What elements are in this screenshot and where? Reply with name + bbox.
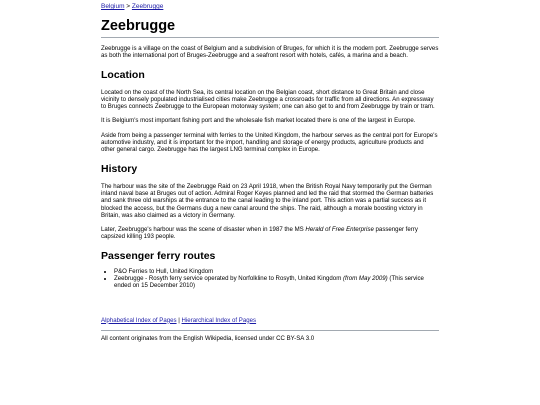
ferry-route-2-note: (This service ended on 15 December 2010) [114, 275, 424, 290]
license-footer: All content originates from the English Wikipedia, licensed under CC BY-SA 3.0 [101, 334, 315, 342]
intro-paragraph: Zeebrugge is a village on the coast of Belgium and a subdivision of Bruges, for which it is the modern port. Zeebrugge serves as both the international port of Bruges-Zeebrugge and a seafront resort with hotels, cafés, a marina and a beach. [101, 45, 439, 60]
list-item [114, 275, 439, 290]
history-paragraph-2 [101, 226, 439, 241]
ferry-route-list [101, 268, 439, 290]
list-item: • P&O Ferries to Hull, United Kingdom [114, 268, 439, 275]
alphabetical-index-link[interactable]: Alphabetical Index of Pages [101, 316, 177, 324]
history-paragraph-2-end: passenger ferry capsized killing 193 people. [101, 226, 418, 241]
history-paragraph-2-start: Later, Zeebrugge's harbour was the scene of disaster when in 1987 the MS [101, 226, 306, 234]
location-paragraph-1: Located on the coast of the North Sea, its central location on the Belgian coast, short distance to Great Britain and close vicinity to densely populated industrialised cities make Zeebrugge a crossroads for traffic from all directions. An expressway to Bruges connects Zeebrugge to the European motorway system; one can also get to and from Zeebrugge by train or tram. [101, 88, 435, 111]
breadcrumb [101, 3, 439, 11]
breadcrumb-link-zeebrugge[interactable]: Zeebrugge [131, 3, 164, 10]
article-page [101, 0, 439, 343]
hierarchical-index-link[interactable]: Hierarchical Index of Pages [181, 316, 257, 324]
ferry-route-2-date: (from May 2009) [342, 275, 388, 283]
location-paragraph-3: Aside from being a passenger terminal with ferries to the United Kingdom, the harbour serves as the central port for Europe's automotive industry, and it is important for the import, handling and storage of energy products, agriculture products and other general cargo. Zeebrugge has the largest LNG terminal complex in Europe. [101, 131, 438, 154]
breadcrumb-separator: > [124, 3, 132, 10]
section-heading-ferry-routes: Passenger ferry routes [101, 249, 216, 262]
index-links [101, 317, 439, 325]
section-heading-history: History [101, 162, 138, 175]
section-heading-location: Location [101, 68, 145, 81]
page-title: Zeebrugge [101, 18, 439, 38]
breadcrumb-link-belgium[interactable]: Belgium [101, 3, 125, 10]
history-paragraph-1: The harbour was the site of the Zeebrugge Raid on 23 April 1918, when the British Royal Navy temporarily put the German inland naval base at Bruges out of action. Admiral Roger Keyes planned and led the raid that stormed the German batteries and sank three old warships at the entrance to the canal leading to the inland port. This action was a partial success as it blocked the access, but the Germans dug a new canal around the ships. The raid, although a morale boosting victory in Britain, was also claimed as a victory in Germany. [101, 182, 434, 219]
ship-name: Herald of Free Enterprise [305, 226, 374, 234]
location-paragraph-2: It is Belgium's most important fishing port and the wholesale fish market located there is one of the largest in Europe. [101, 117, 416, 125]
index-separator: | [176, 316, 182, 324]
footer-divider [101, 330, 439, 331]
ferry-route-2-text: Zeebrugge - Rosyth ferry service operated by Norfolkline to Rosyth, United Kingdom [114, 275, 343, 283]
